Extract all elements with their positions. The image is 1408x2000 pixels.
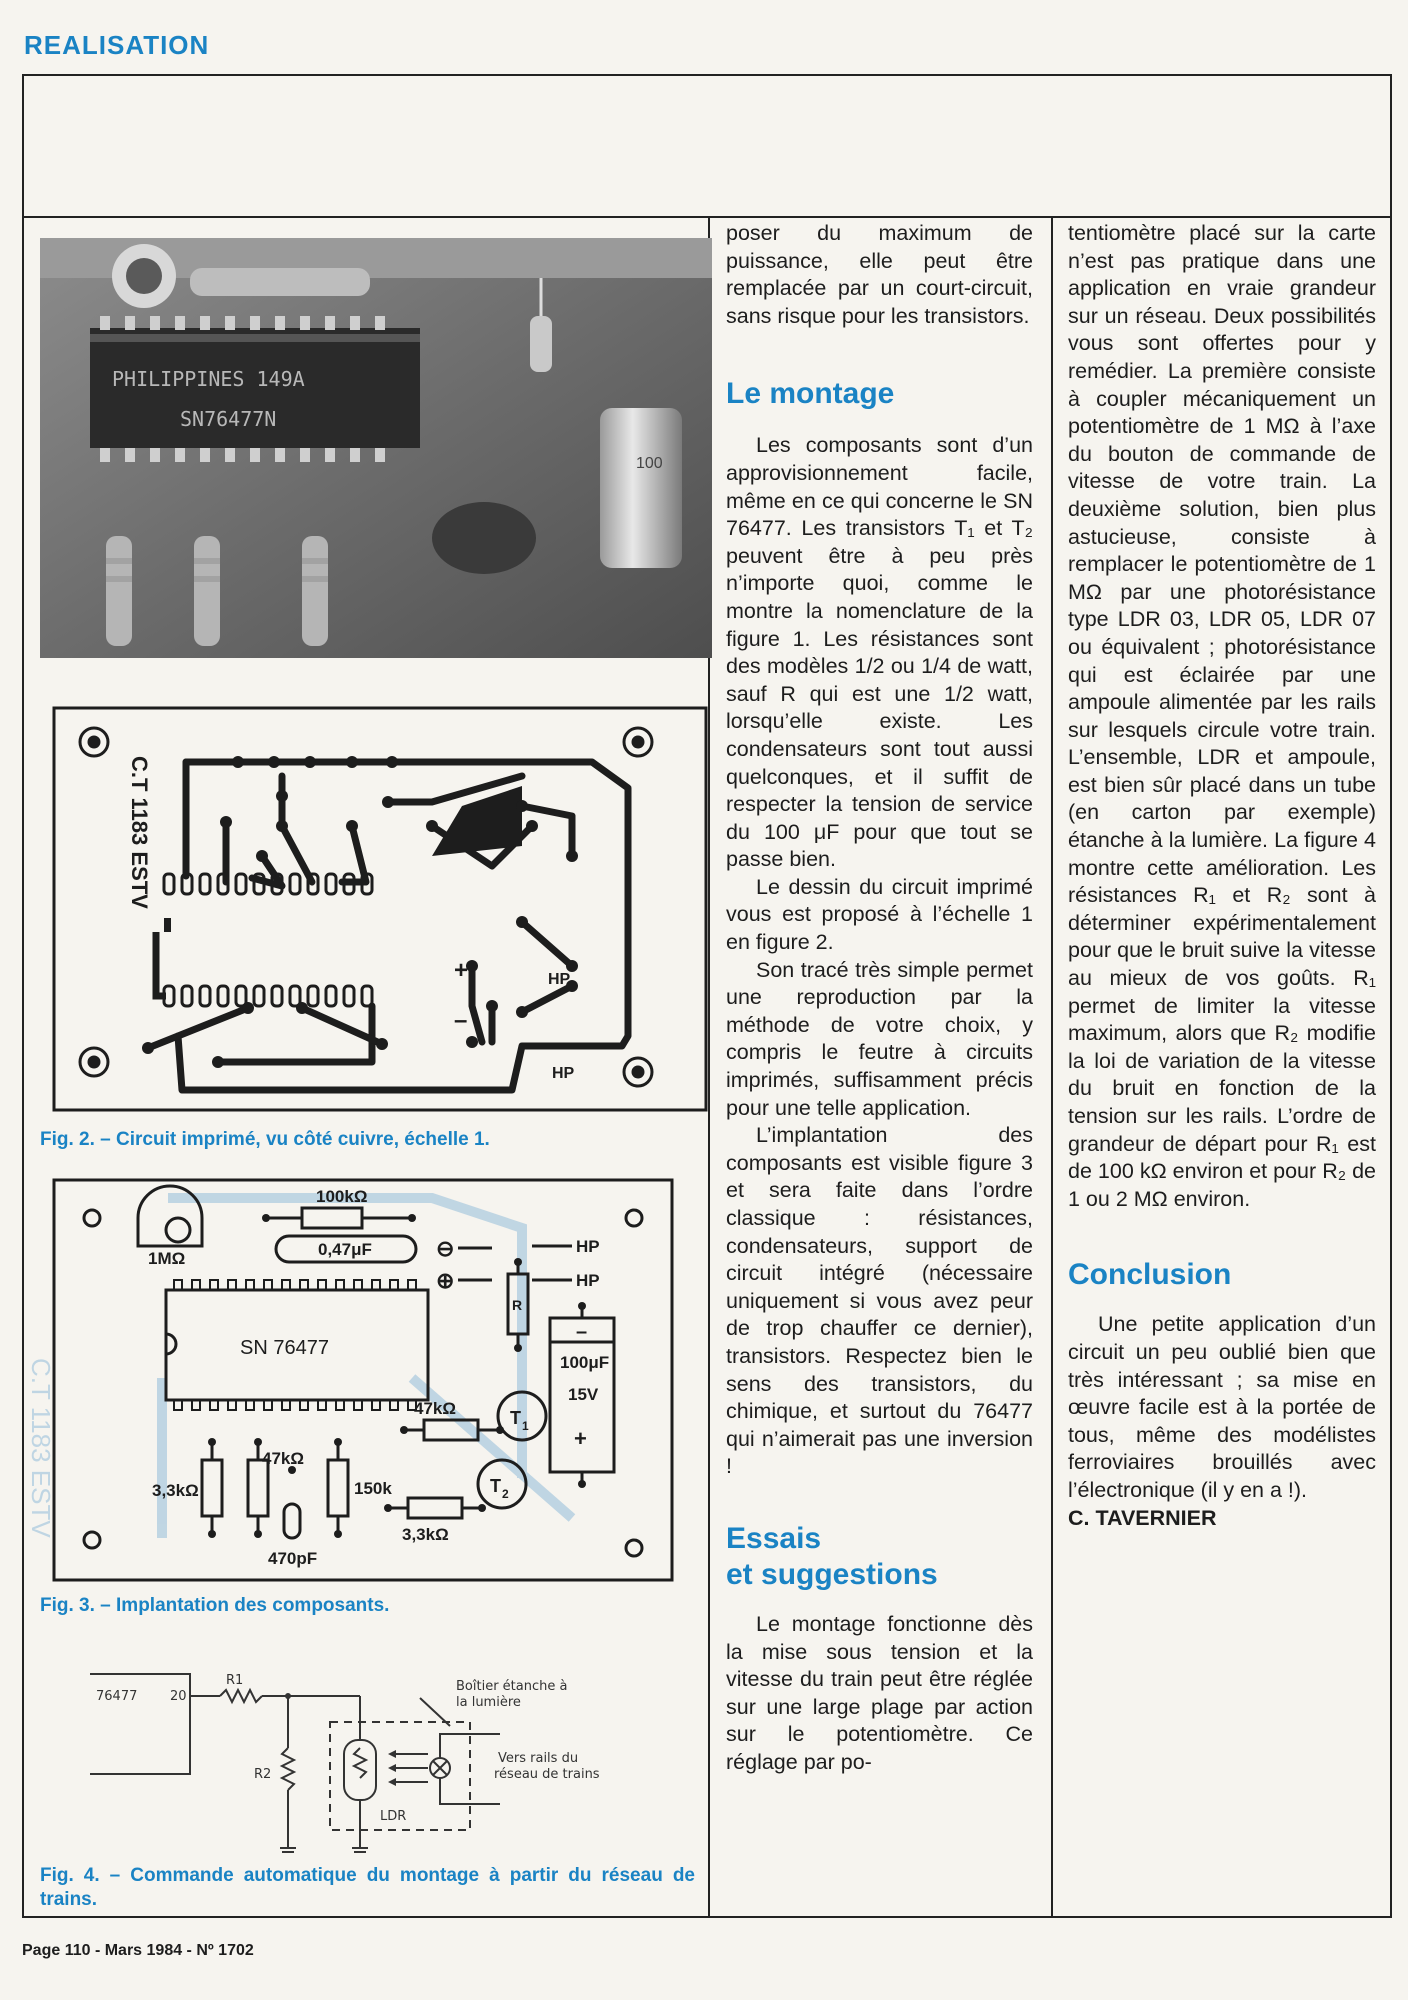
fig4-caption: Fig. 4. – Commande automatique du montage à partir du réseau de trains.	[40, 1865, 695, 1910]
schem-r1-label: R1	[226, 1673, 244, 1688]
col2-paragraph-2: Les composants sont d’un approvisionnement facile, même en ce qui concerne le SN 76477. Les transistors T₁ et T₂ peuvent être à peu près n’importe quoi, comme le montre la nomenclature de la figure 1. Les résistances sont des modèles 1/2 ou 1/4 de watt, sauf R qui est une 1/2 watt, lorsqu’elle existe. Les condensateurs sont tout aussi quelconques, et il suffit de respecter la tension de service du 100 μF pour que tout se passe bien.	[726, 433, 1033, 872]
label-100k: 100kΩ	[316, 1187, 368, 1206]
schem-pin-label: 20	[170, 1689, 187, 1704]
heading-le-montage: Le montage	[726, 377, 895, 411]
label-150k: 150k	[354, 1479, 392, 1498]
label-t2-sub: 2	[502, 1487, 509, 1501]
svg-text:C.T 1183 ESTV: C.T 1183 ESTV	[26, 1358, 56, 1538]
schem-rails-label: Vers rails du	[498, 1751, 579, 1766]
label-hp-2: HP	[576, 1271, 600, 1290]
pcb-hp-label-2: HP	[552, 1065, 575, 1082]
label-33k-b: 3,3kΩ	[402, 1525, 449, 1544]
pcb-hp-label-1: HP	[548, 971, 571, 988]
label-ic: SN 76477	[240, 1337, 329, 1359]
article-column-3	[1068, 218, 1376, 1532]
photo-cap-label: 100	[636, 455, 663, 472]
section-header: REALISATION	[24, 30, 210, 60]
pcb-plus-label: +	[454, 957, 469, 984]
article-column-2	[726, 218, 1033, 1777]
schem-r2-label: R2	[254, 1767, 272, 1782]
label-minus: ⊖	[436, 1236, 455, 1261]
label-cap-minus: –	[576, 1321, 588, 1343]
label-plus: ⊕	[436, 1268, 455, 1293]
fig3-layout-drawing	[26, 1178, 674, 1582]
label-cap-value: 100μF	[560, 1353, 610, 1372]
label-cap-voltage: 15V	[568, 1385, 599, 1404]
fig2-pcb-drawing	[52, 706, 708, 1112]
pcb-minus-label: –	[454, 1007, 468, 1034]
page-footer: Page 110 - Mars 1984 - Nº 1702	[22, 1942, 254, 1959]
author-signature: C. TAVERNIER	[1068, 1505, 1217, 1530]
fig2-caption: Fig. 2. – Circuit imprimé, vu côté cuivre, échelle 1.	[40, 1129, 490, 1150]
schem-ic-label: 76477	[96, 1689, 138, 1704]
label-047uf: 0,47μF	[318, 1240, 372, 1259]
heading-conclusion: Conclusion	[1068, 1258, 1232, 1292]
col3-paragraph-2: Une petite application d’un circuit un peu oublié bien que très intéressant ; sa mise en œuvre facile est à la portée de tous, même des modélistes ferroviaires brouillés avec l’électronique (il y en a !).	[1068, 1312, 1376, 1502]
label-r: R	[512, 1297, 523, 1313]
heading-essais-1: Essais	[726, 1521, 822, 1555]
label-470pf: 470pF	[268, 1549, 318, 1568]
schem-box-label-2: la lumière	[456, 1695, 521, 1710]
column-divider-2	[1051, 216, 1053, 1918]
schem-box-label: Boîtier étanche à	[456, 1679, 568, 1694]
fig4-schematic	[90, 1652, 650, 1860]
label-47k-a: 47kΩ	[414, 1399, 456, 1418]
chip-marking-2: SN76477N	[180, 407, 277, 431]
fig3-caption: Fig. 3. – Implantation des composants.	[40, 1595, 390, 1616]
label-1mohm: 1MΩ	[148, 1249, 186, 1268]
board-photo	[40, 238, 712, 658]
label-47k-b: 47kΩ	[262, 1449, 304, 1468]
label-cap-plus: +	[574, 1426, 587, 1451]
heading-essais-2: et suggestions	[726, 1557, 938, 1591]
col2-paragraph-5: L’implantation des composants est visible figure 3 et sera faite dans l’ordre classique : résistances, condensateurs, support de circuit intégré (nécessaire uniquement si vous avez peur de trop chauffer ce dernier), transistors. Respectez bien le sens des transistors, du chimique, et surtout du 76477 qui n’aimerait pas une inversion !	[726, 1123, 1033, 1479]
label-33k-a: 3,3kΩ	[152, 1481, 199, 1500]
label-t1: T	[510, 1408, 521, 1428]
schem-rails-label-2: réseau de trains	[494, 1767, 600, 1782]
label-t1-sub: 1	[522, 1419, 529, 1433]
col3-paragraph-1: tentiomètre placé sur la carte n’est pas pratique dans une application en vraie grandeur sur un réseau. Deux possibilités vous sont offertes pour y remédier. La première consiste à coupler mécaniquement un potentiomètre de 1 MΩ à l’axe du bouton de commande de vitesse de votre train. La deuxième solution, bien plus astucieuse, consiste à remplacer le potentiomètre de 1 MΩ par une photorésistance type LDR 03, LDR 05, LDR 07 ou équivalent ; photorésistance qui est éclairée par une ampoule alimentée par les rails sur lesquels circule votre train. L’ensemble, LDR et ampoule, est bien sûr placé dans un tube (en carton par exemple) étanche à la lumière. La figure 4 montre cette amélioration. Les résistances R₁ et R₂ sont à déterminer expérimentalement pour que le bruit suive la vitesse au mieux de vos goûts. R₁ permet de limiter la vitesse maximum, alors que R₂ modifie la loi de variation de la vitesse du bruit en fonction de la tension sur les rails. L’ordre de grandeur de départ pour R₁ est de 100 kΩ environ et pour R₂ de 1 ou 2 MΩ environ.	[1068, 221, 1376, 1211]
col2-paragraph-6: Le montage fonctionne dès la mise sous tension et la vitesse du train peut être réglée sur une large plage par action sur le potentiomètre. Ce réglage par po-	[726, 1611, 1033, 1774]
col2-paragraph-4: Son tracé très simple permet une reproduction par la méthode de votre choix, y compris le feutre à circuits imprimés, suffisamment précis pour une telle application.	[726, 957, 1033, 1120]
col2-paragraph-1: poser du maximum de puissance, elle peut être remplacée par un court-circuit, sans risque pour les transistors.	[726, 221, 1033, 328]
pcb-board-ref: C.T 1183 ESTV	[127, 756, 152, 909]
label-hp-1: HP	[576, 1237, 600, 1256]
schem-ldr-label: LDR	[380, 1809, 407, 1824]
col2-paragraph-3: Le dessin du circuit imprimé vous est proposé à l’échelle 1 en figure 2.	[726, 874, 1033, 955]
label-t2: T	[490, 1476, 501, 1496]
chip-marking-1: PHILIPPINES 149A	[112, 367, 305, 391]
